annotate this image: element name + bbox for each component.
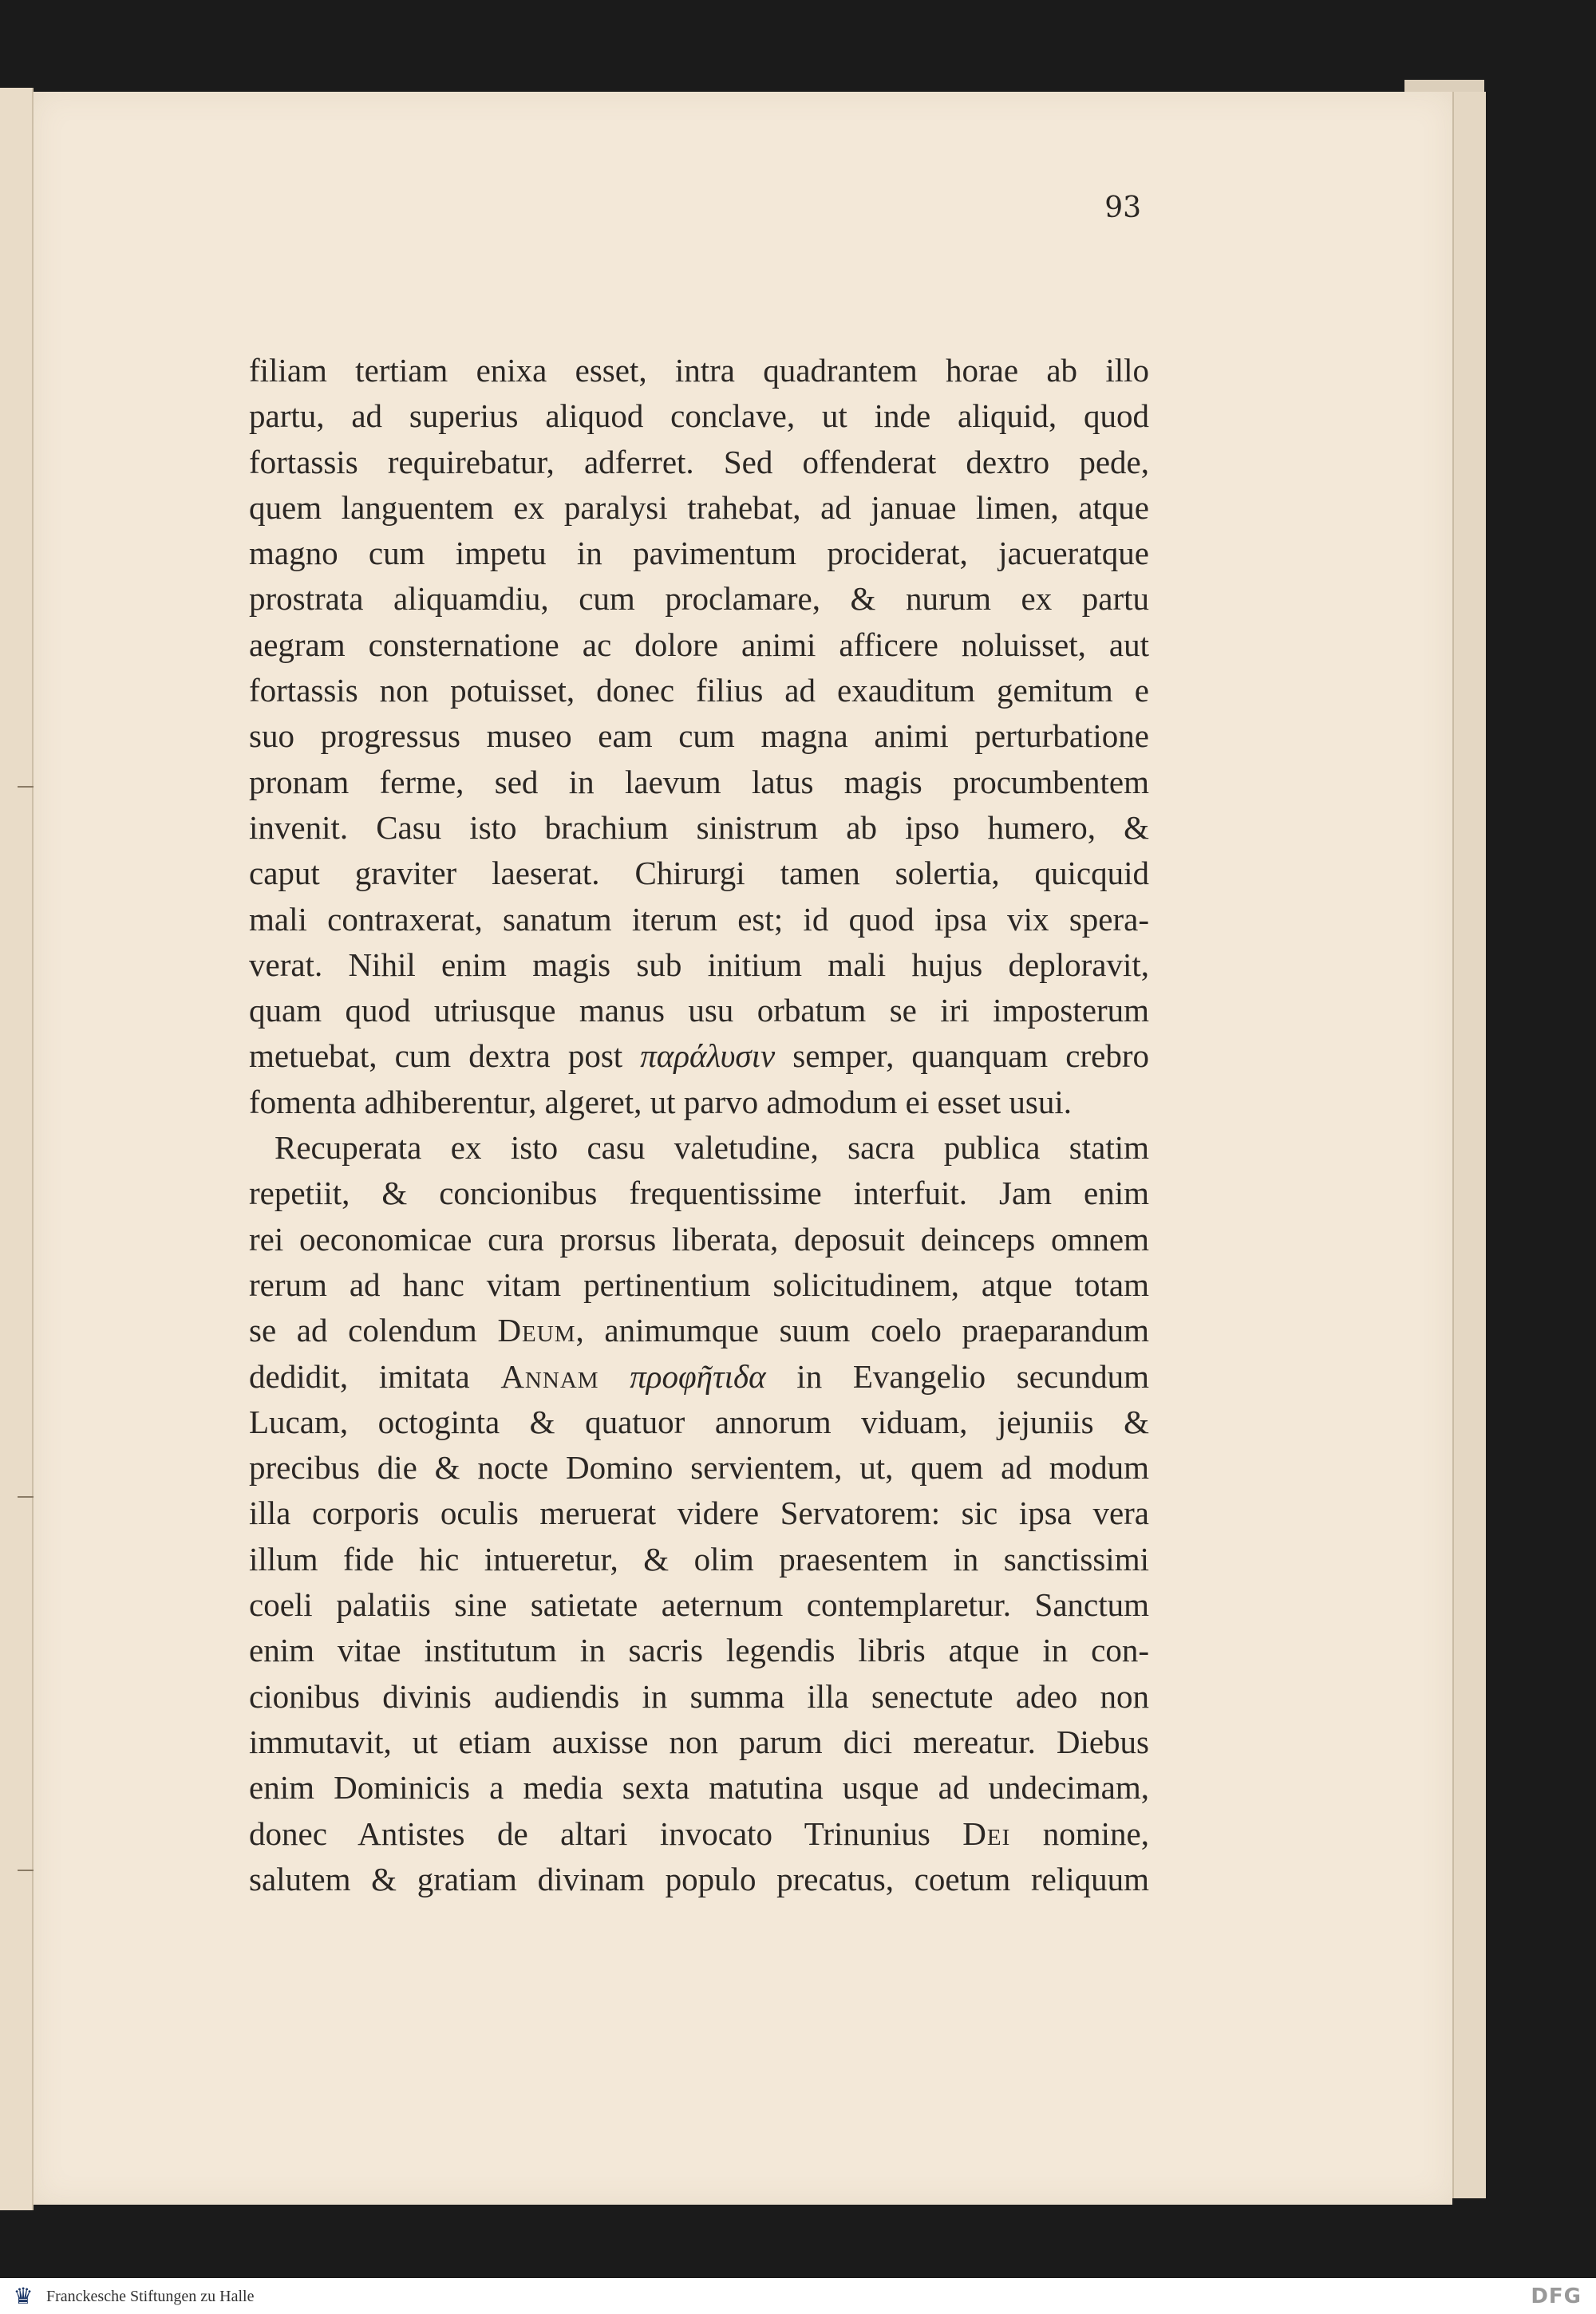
text-line: illum fide hic intueretur, & olim praesentem in sanctissimi: [249, 1540, 1149, 1578]
text-line: fortassis non potuisset, donec filius ad exauditum gemitum e: [249, 672, 1149, 709]
text-line: magno cum impetu in pavimentum prociderat, jacueratque: [249, 535, 1149, 572]
text-line: cionibus divinis audiendis in summa illa senectute adeo non: [249, 1677, 1149, 1715]
text-line: [249, 1354, 1149, 1400]
text-line: precibus die & nocte Domino servientem, ut, quem ad modum: [249, 1449, 1149, 1487]
text-line: rerum ad hanc vitam pertinentium solicitudinem, atque totam: [249, 1266, 1149, 1303]
text-line: quam quod utriusque manus usu orbatum se iri imposterum: [249, 992, 1149, 1029]
text-line: coeli palatiis sine satietate aeternum contemplaretur. Sanctum: [249, 1586, 1149, 1624]
small-caps-word: Dei: [962, 1814, 1011, 1852]
greek-word: προφῆτιδα: [630, 1357, 766, 1395]
text-line: Lucam, octoginta & quatuor annorum viduam, jejuniis &: [249, 1403, 1149, 1440]
text-segment: nomine,: [1010, 1814, 1149, 1852]
text-line: verat. Nihil enim magis sub initium mali hujus deploravit,: [249, 946, 1149, 983]
text-line: invenit. Casu isto brachium sinistrum ab ipso humero, &: [249, 808, 1149, 846]
text-segment: metuebat, cum dextra post: [249, 1037, 641, 1075]
text-segment: se ad colendum: [249, 1312, 498, 1349]
text-segment: donec Antistes de altari invocato Trinunius: [249, 1814, 963, 1852]
text-line: [249, 1308, 1149, 1353]
text-line: enim vitae institutum in sacris legendis libris atque in con-: [249, 1632, 1149, 1669]
text-line: aegram consternatione ac dolore animi afficere noluisset, aut: [249, 626, 1149, 663]
text-line: partu, ad superius aliquod conclave, ut inde aliquid, quod: [249, 397, 1149, 435]
small-caps-word: Deum: [497, 1312, 576, 1349]
back-page-edge-inner: [1452, 92, 1486, 2198]
crest-icon: ♛: [13, 2283, 34, 2309]
text-segment: dedidit, imitata: [249, 1357, 501, 1395]
body-text: [249, 348, 1149, 1902]
text-line: pronam ferme, sed in laevum latus magis procumbentem: [249, 763, 1149, 800]
dfg-logo: DFG: [1531, 2284, 1582, 2308]
paragraph-start-line: Recuperata ex isto casu valetudine, sacra publica statim: [275, 1129, 1149, 1167]
greek-word: παράλυσιν: [640, 1037, 776, 1075]
text-segment: semper, quanquam crebro: [775, 1037, 1149, 1075]
text-line: prostrata aliquamdiu, cum proclamare, & nurum ex partu: [249, 580, 1149, 618]
text-segment: , animumque suum coelo praeparandum: [575, 1312, 1149, 1349]
text-line: caput graviter laeserat. Chirurgi tamen solertia, quicquid: [249, 855, 1149, 892]
text-line: repetiit, & concionibus frequentissime interfuit. Jam enim: [249, 1175, 1149, 1212]
left-page-edge: [0, 88, 34, 2210]
text-line: fomenta adhiberentur, algeret, ut parvo admodum ei esset usui.: [249, 1083, 1073, 1120]
text-line: [249, 1811, 1149, 1857]
text-line: fortassis requirebatur, adferret. Sed offenderat dextro pede,: [249, 443, 1149, 480]
text-line: salutem & gratiam divinam populo precatus, coetum reliquum: [249, 1860, 1149, 1897]
page-number: 93: [1104, 192, 1141, 224]
text-line: quem languentem ex paralysi trahebat, ad januae limen, atque: [249, 488, 1149, 526]
text-line: enim Dominicis a media sexta matutina usque ad undecimam,: [249, 1769, 1149, 1807]
text-line: filiam tertiam enixa esset, intra quadrantem horae ab illo: [249, 352, 1149, 389]
text-line: immutavit, ut etiam auxisse non parum dici mereatur. Diebus: [249, 1723, 1149, 1760]
text-line: mali contraxerat, sanatum iterum est; id quod ipsa vix spera-: [249, 900, 1149, 938]
institution-label: Franckesche Stiftungen zu Halle: [46, 2288, 255, 2305]
text-line: illa corporis oculis meruerat videre Servatorem: sic ipsa vera: [249, 1495, 1149, 1532]
viewer-footer: [0, 2278, 1596, 2314]
small-caps-word: Annam: [500, 1357, 599, 1395]
text-line: rei oeconomicae cura prorsus liberata, deposuit deinceps omnem: [249, 1220, 1149, 1258]
text-line: [249, 1033, 1149, 1079]
text-line: suo progressus museo eam cum magna animi perturbatione: [249, 717, 1149, 755]
text-segment: in Evangelio secundum: [765, 1357, 1149, 1395]
